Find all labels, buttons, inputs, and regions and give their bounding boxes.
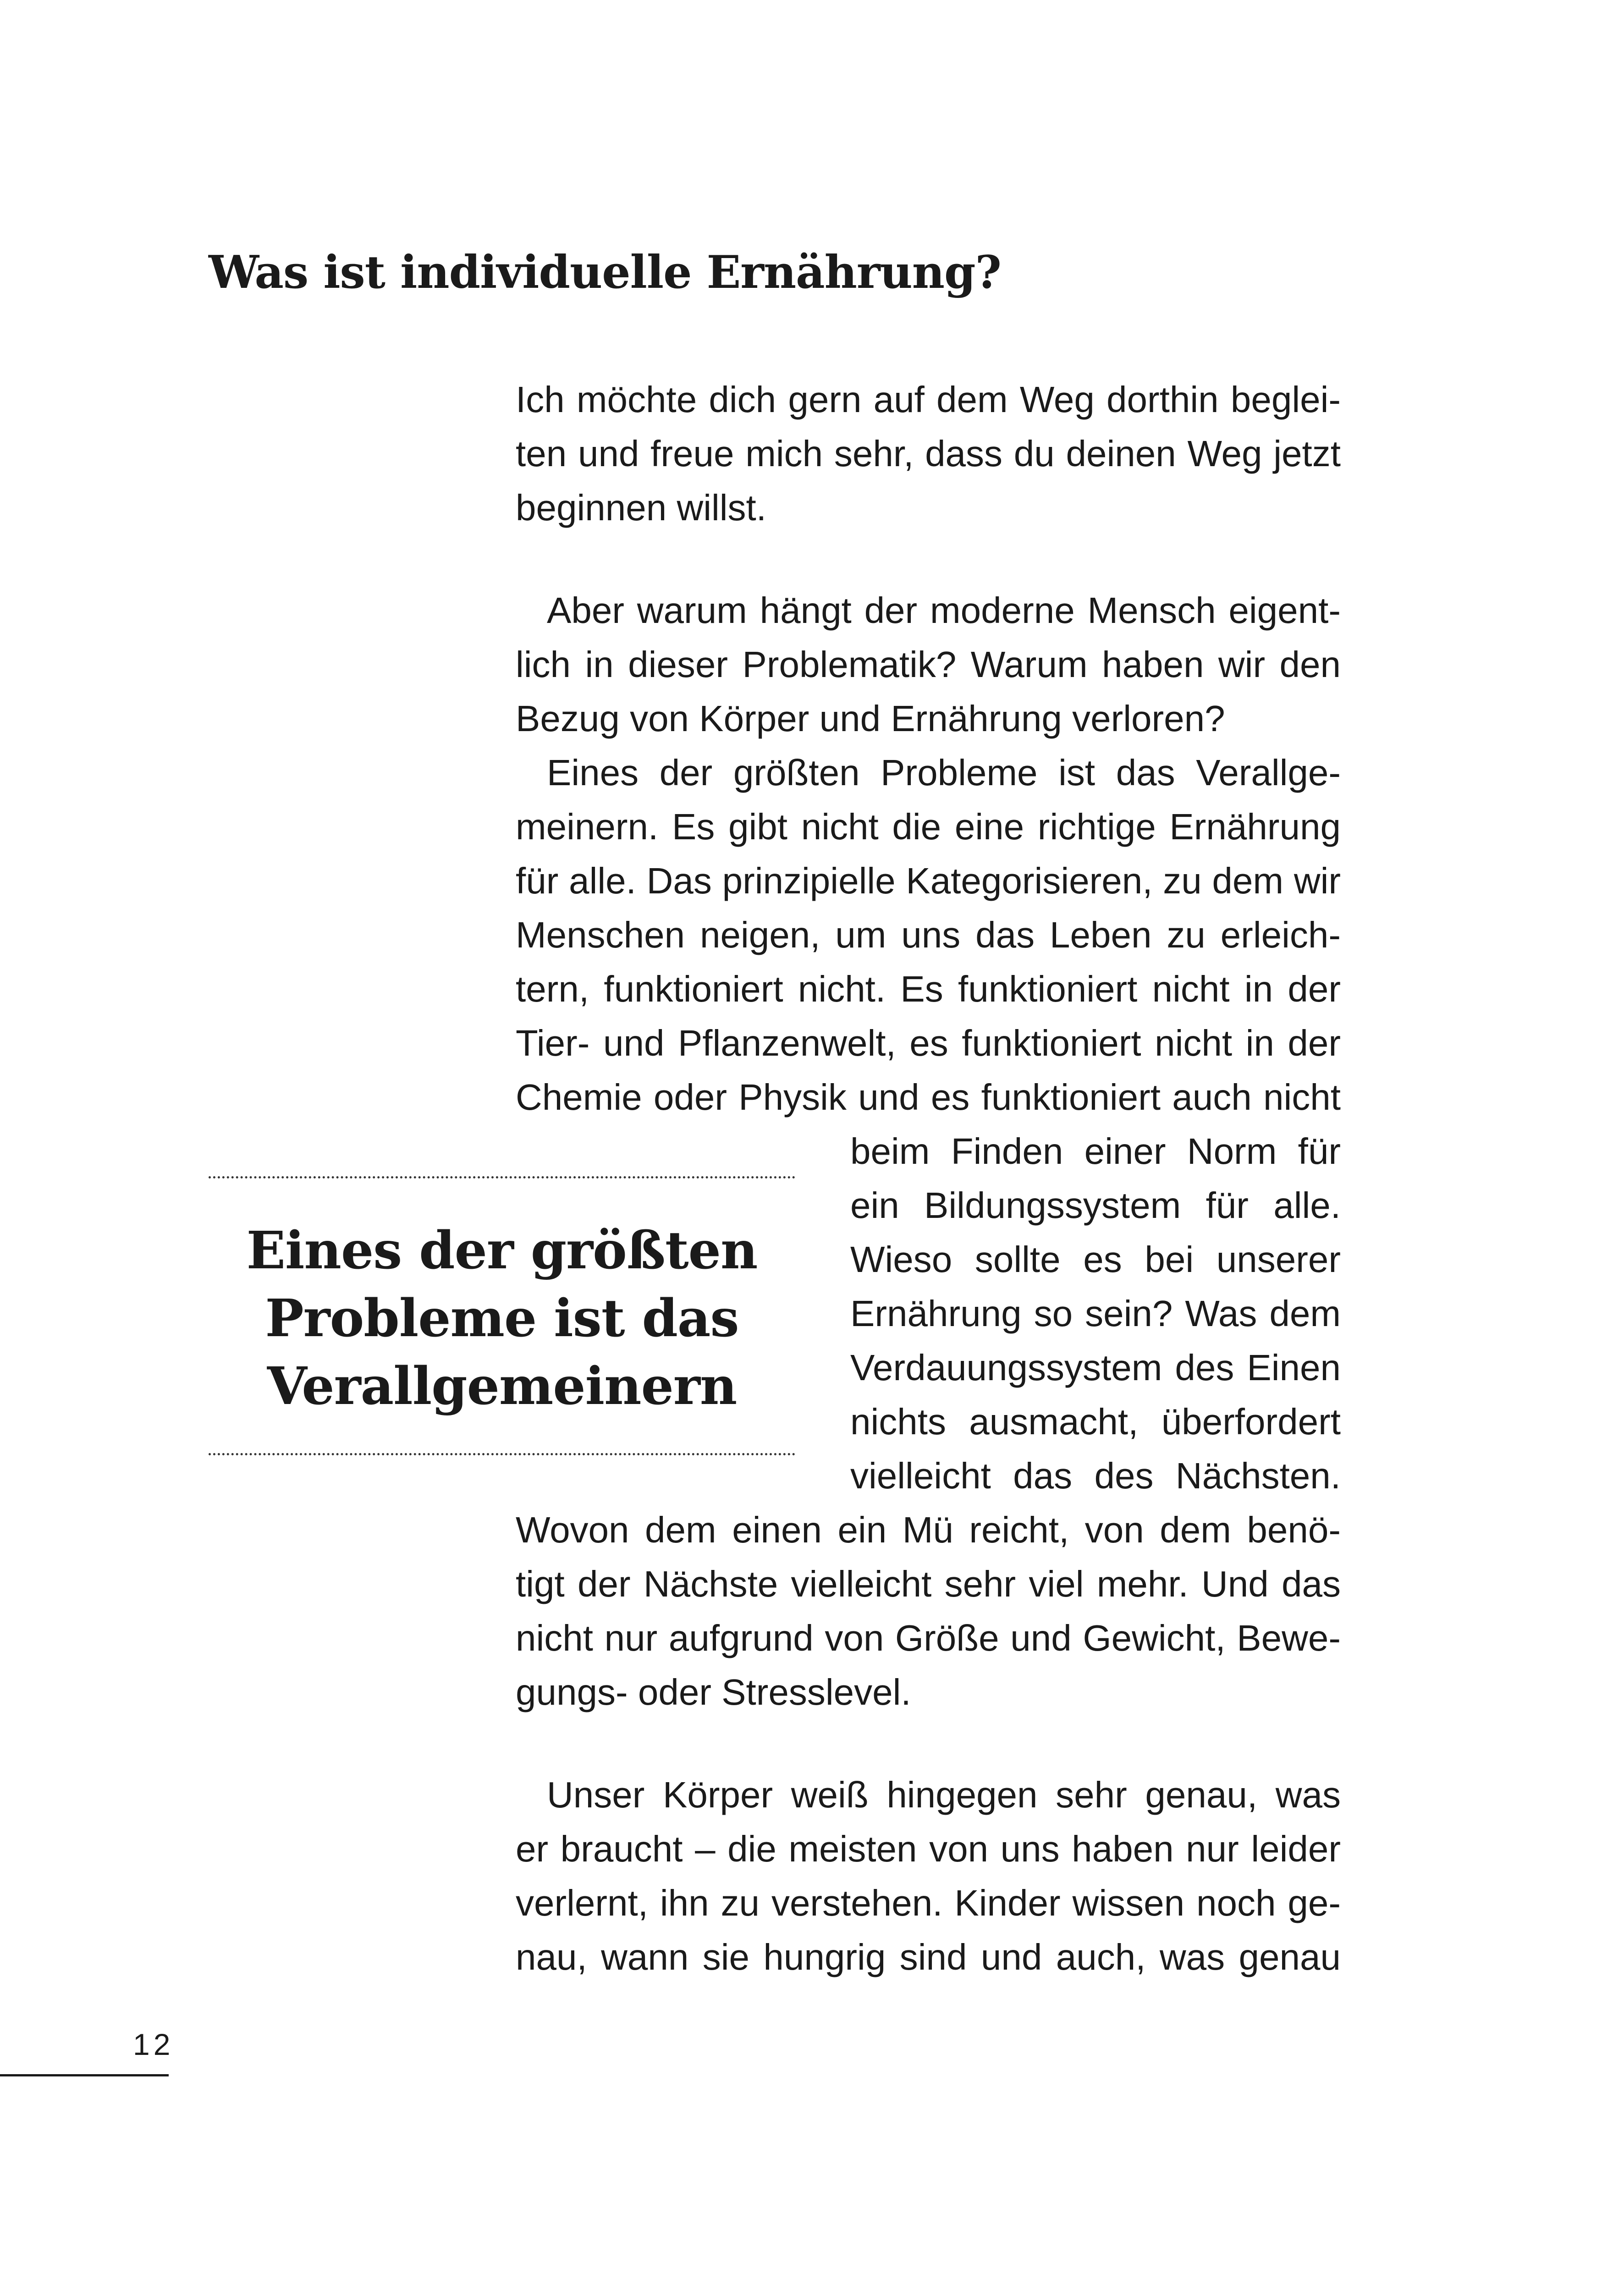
body-text-line: Tier- und Pflanzenwelt, es funktioniert nicht in der <box>516 1023 1341 1063</box>
body-text-line: nicht nur aufgrund von Größe und Gewicht, Bewe- <box>516 1618 1341 1658</box>
body-text-line: Wovon dem einen ein Mü reicht, von dem benö- <box>516 1509 1341 1550</box>
body-text-line: ten und freue mich sehr, dass du deinen Weg jetzt <box>516 433 1341 474</box>
pull-quote-top-rule <box>209 1176 795 1178</box>
body-text-line: ein Bildungssystem für alle. <box>850 1185 1341 1226</box>
body-text-line: Ich möchte dich gern auf dem Weg dorthin beglei- <box>516 379 1341 420</box>
body-text-line: tern, funktioniert nicht. Es funktioniert nicht in der <box>516 969 1341 1009</box>
body-text-line: Bezug von Körper und Ernährung verloren? <box>516 698 1225 739</box>
body-text-line: Chemie oder Physik und es funktioniert auch nicht <box>516 1077 1341 1118</box>
body-text-line: nau, wann sie hungrig sind und auch, was genau <box>516 1937 1341 1977</box>
page-number-rule <box>0 2074 169 2076</box>
pull-quote-line: Verallgemeinern <box>267 1356 737 1416</box>
body-text-line: gungs- oder Stresslevel. <box>516 1672 911 1712</box>
body-text-line: Menschen neigen, um uns das Leben zu erleich- <box>516 914 1341 955</box>
body-text-line: Wieso sollte es bei unserer <box>850 1239 1341 1280</box>
body-text-line: beginnen willst. <box>516 487 766 528</box>
pull-quote <box>209 1217 795 1421</box>
pull-quote-bottom-rule <box>209 1453 795 1455</box>
page-number: 12 <box>133 2027 174 2061</box>
pull-quote-line: Probleme ist das <box>265 1288 739 1349</box>
body-text-line: Eines der größten Probleme ist das Verallge- <box>547 752 1341 793</box>
body-text-line: Ernährung so sein? Was dem <box>850 1293 1341 1334</box>
body-text-line: vielleicht das des Nächsten. <box>850 1455 1341 1496</box>
body-text-line: verlernt, ihn zu verstehen. Kinder wissen noch ge- <box>516 1883 1341 1923</box>
pull-quote-line: Eines der größten <box>246 1221 758 1281</box>
body-text-line: Aber warum hängt der moderne Mensch eigent- <box>547 590 1341 631</box>
body-text-line: Unser Körper weiß hingegen sehr genau, was <box>547 1774 1341 1815</box>
body-text-line: für alle. Das prinzipielle Kategorisieren, zu dem wir <box>516 860 1341 901</box>
section-heading: Was ist individuelle Ernährung? <box>209 246 1001 299</box>
body-text-line: meinern. Es gibt nicht die eine richtige Ernährung <box>516 806 1341 847</box>
body-text-line: er braucht – die meisten von uns haben nur leider <box>516 1828 1341 1869</box>
body-text-line: Verdauungssystem des Einen <box>850 1347 1341 1388</box>
body-text-line: beim Finden einer Norm für <box>850 1131 1341 1172</box>
body-text-line: tigt der Nächste vielleicht sehr viel mehr. Und das <box>516 1564 1341 1604</box>
body-text-line: nichts ausmacht, überfordert <box>850 1401 1341 1442</box>
body-text-line: lich in dieser Problematik? Warum haben wir den <box>516 644 1341 685</box>
